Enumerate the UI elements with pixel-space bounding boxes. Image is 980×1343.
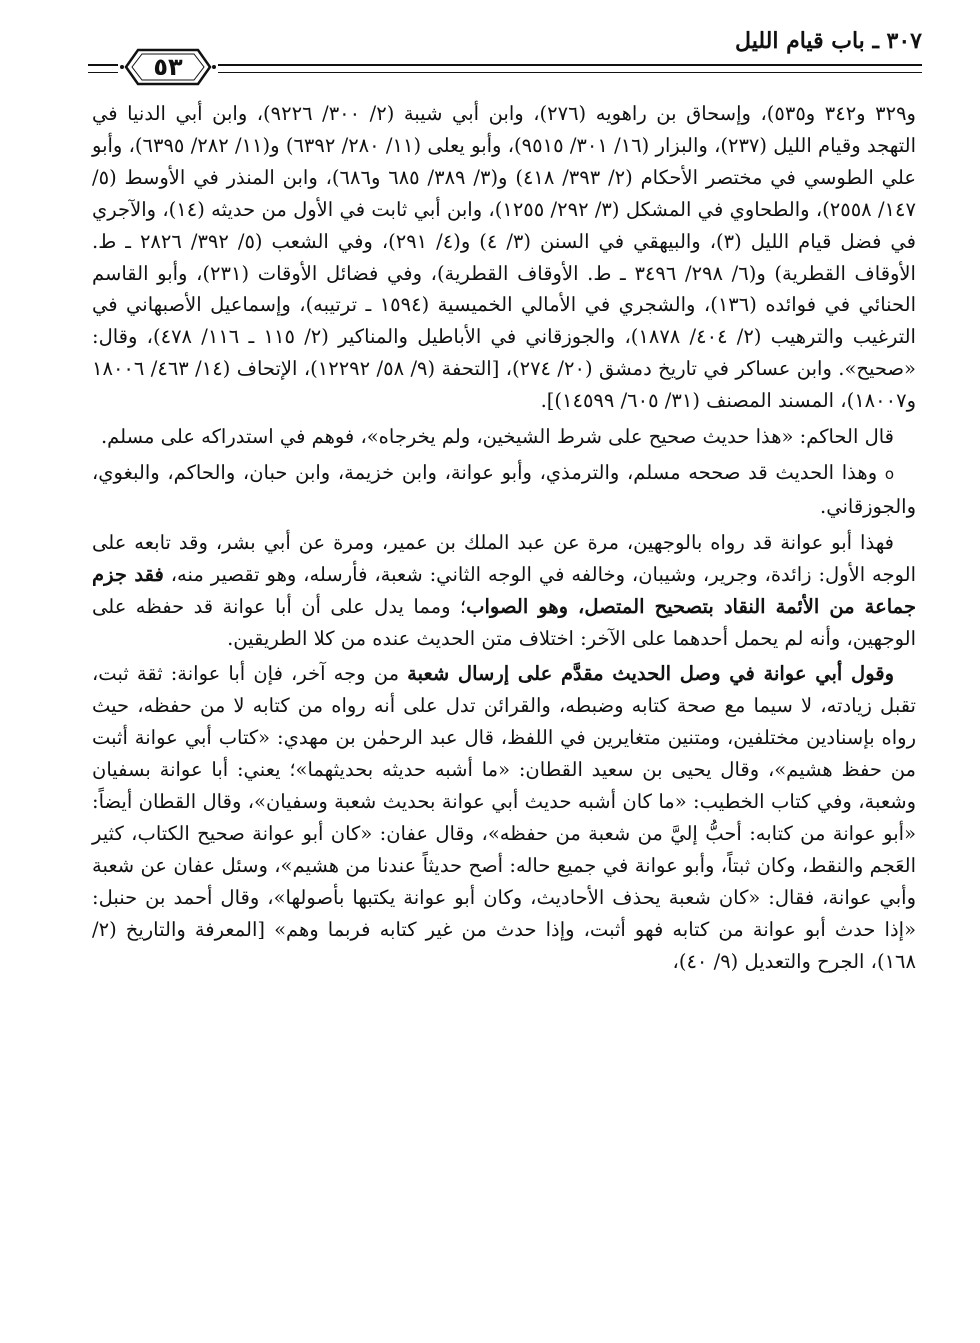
chapter-title: ٣٠٧ ـ باب قيام الليل: [735, 28, 922, 54]
bullet-circle: o: [884, 464, 894, 483]
paragraph-abu-awana-text-a: فهذا أبو عوانة قد رواه بالوجهين، مرة عن عبد الملك بن عمير، ومرة عن أبي بشر، وقد تابعه على الوجه الأول: زائدة، وجرير، وشيبان، وخالفه في الوجه الثاني: شعبة، فأرسله، وهو تقصير منه،: [92, 530, 916, 586]
paragraph-preference-text: من وجه آخر، فإن أبا عوانة: ثقة ثبت، تقبل زيادته، لا سيما مع صحة كتابه وضبطه، والقرائن تدل على أنه رواه من كتابه لا من حفظه، حيث رواه بإسنادين مختلفين، ومتنين متغايرين في اللفظ، قال عبد الرحمٰن بن مهدي: «كتاب أبي عوانة أثبت من حفظ هشيم»، وقال يحيى بن سعيد القطان: «ما أشبه حديثه بحديثهما»؛ يعني: أبا عوانة بسفيان وشعبة، وفي كتاب الخطيب: «ما كان أشبه حديث أبي عوانة بحديث شعبة وسفيان»، وقال القطان أيضاً: «أبو عوانة من كتابه: أحبُّ إليَّ من شعبة من حفظه»، وقال عفان: «كان أبو عوانة صحيح الكتاب، كثير العَجم والنقط، وكان ثبتاً، وأبو عوانة في جميع حاله: أصح حديثاً عندنا من هشيم»، وسئل عفان عن شعبة وأبي عوانة، فقال: «كان شعبة يحذف الأحاديث، وكان أبو عوانة يكتبها بأصولها»، وقال أحمد بن حنبل: «إذا حدث أبو عوانة من كتابه فهو أثبت، وإذا حدث من غير كتابه فربما وهم» [المعرفة والتاريخ (٢/ ١٦٨)، الجرح والتعديل (٩/ ٤٠)،: [92, 662, 916, 973]
header-rule-right: [218, 64, 922, 73]
page-header: [88, 28, 922, 92]
paragraph-hakim: قال الحاكم: «هذا حديث صحيح على شرط الشيخين، ولم يخرجاه»، فوهم في استدراكه على مسلم.: [100, 425, 894, 449]
paragraph-authenticators: [92, 457, 916, 523]
page-number: ٥٣: [153, 53, 183, 81]
paragraph-abu-awana-bold: فقد جزم جماعة من الأئمة النقاد بتصحيح المتصل، وهو الصواب: [92, 562, 916, 618]
paragraph-preference: [92, 658, 916, 977]
paragraph-references: و٣٢٩ و٣٤٢ و٥٣٥)، وإسحاق بن راهويه (٢٧٦)، وابن أبي شيبة (٢/ ٣٠٠/ ٩٢٢٦)، وابن أبي الدنيا في التهجد وقيام الليل (٢٣٧)، والبزار (١٦/ ٣٠١/ ٩٥١٥)، وأبو يعلى (١١/ ٢٨٠/ ٦٣٩٢) و(١١/ ٢٨٢/ ٦٣٩٥)، وأبو علي الطوسي في مختصر الأحكام (٢/ ٣٩٣/ ٤١٨) و(٣/ ٣٨٩/ ٦٨٥ و٦٨٦)، وابن المنذر في الأوسط (٥/ ١٤٧/ ٢٥٥٨)، والطحاوي في المشكل (٣/ ٢٩٢/ ١٢٥٥)، وابن أبي ثابت في الأول من حديثه (١٤)، والآجري في فضل قيام الليل (٣)، والبيهقي في السنن (٣/ ٤) و(٤/ ٢٩١)، وفي الشعب (٥/ ٣٩٢/ ٢٨٢٦ ـ ط. الأوقاف القطرية) و(٦/ ٢٩٨/ ٣٤٩٦ ـ ط. الأوقاف القطرية)، وفي فضائل الأوقات (٢٣١)، وأبو القاسم الحنائي في فوائده (١٣٦)، والشجري في الأمالي الخميسية (١٥٩٤ ـ ترتيبه)، وإسماعيل الأصبهاني في الترغيب والترهيب (٢/ ٤٠٤/ ١٨٧٨)، والجوزقاني في الأباطيل والمناكير (٢/ ١١٥ ـ ١١٦/ ٤٧٨)، وقال: «صحيح». وابن عساكر في تاريخ دمشق (٢٠/ ٢٧٤)، [التحفة (٩/ ٥٨/ ١٢٢٩٢)، الإتحاف (١٤/ ٤٦٣/ ١٨٠٠٦ و١٨٠٠٧)، المسند المصنف (٣١/ ٦٠٥/ ١٤٥٩٩)].: [92, 102, 916, 413]
header-rule-left: [88, 64, 118, 73]
paragraph-preference-bold: وقول أبي عوانة في وصل الحديث مقدَّم على إرسال شعبة: [407, 662, 895, 686]
page-number-badge: [118, 42, 218, 92]
body-text: [92, 98, 916, 981]
paragraph-authenticators-text: وهذا الحديث قد صححه مسلم، والترمذي، وأبو عوانة، وابن خزيمة، وابن حبان، والحاكم، والبغوي، والجوزقاني.: [92, 460, 916, 518]
paragraph-abu-awana-text-b: ؛ ومما يدل على أن أبا عوانة قد حفظه على الوجهين، وأنه لم يحمل أحدهما على الآخر: اختلاف متن الحديث عنده من كلا الطريقين.: [92, 594, 916, 650]
paragraph-abu-awana: [92, 527, 916, 655]
